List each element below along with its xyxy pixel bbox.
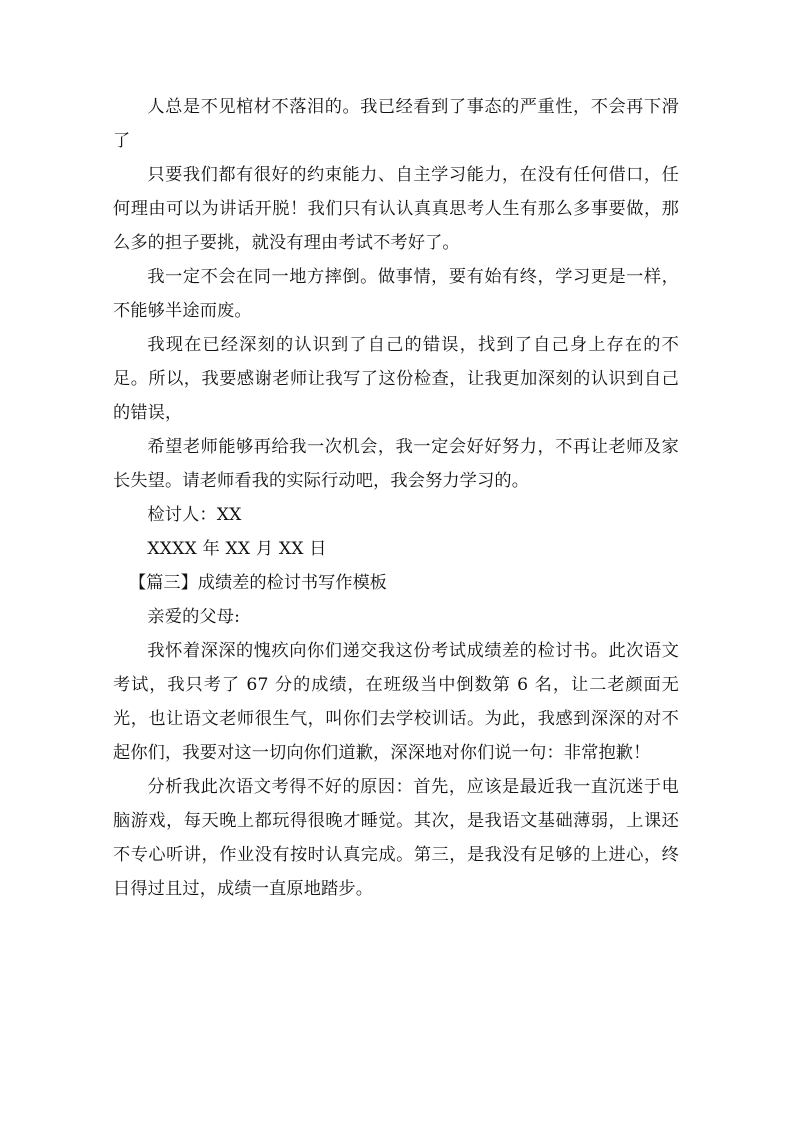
paragraph-realization: 我现在已经深刻的认识到了自己的错误，找到了自己身上存在的不足。所以，我要感谢老师让我写了这份检查，让我更加深刻的认识到自己的错误，: [113, 335, 679, 423]
signature-line: 检讨人：XX: [147, 505, 242, 525]
paragraph-request: 希望老师能够再给我一次机会，我一定会好好努力，不再让老师及家长失望。请老师看我的实际行动吧，我会努力学习的。: [113, 437, 679, 491]
paragraph-self-discipline: 只要我们都有很好的约束能力、自主学习能力，在没有任何借口，任何理由可以为讲话开脱！我们只有认认真真思考人生有那么多事要做，那么多的担子要挑，就没有理由考试不考好了。: [113, 165, 679, 253]
section-heading: 【篇三】成绩差的检讨书写作模板: [129, 573, 387, 593]
salutation: 亲爱的父母:: [147, 607, 241, 627]
date-line: XXXX 年 XX 月 XX 日: [147, 539, 327, 559]
paragraph-conclusion: 人总是不见棺材不落泪的。我已经看到了事态的严重性，不会再下滑了: [113, 97, 679, 151]
paragraph-apology: 我怀着深深的愧疚向你们递交我这份考试成绩差的检讨书。此次语文考试，我只考了 67 分的成绩，在班级当中倒数第 6 名，让二老颜面无光，也让语文老师很生气，叫你们去学校训话。为此，我感到深深的对不起你们，我要对这一切向你们道歉，深深地对你们说一句：非常抱歉！: [113, 641, 679, 763]
paragraph-analysis: 分析我此次语文考得不好的原因：首先，应该是最近我一直沉迷于电脑游戏，每天晚上都玩得很晚才睡觉。其次，是我语文基础薄弱，上课还不专心听讲，作业没有按时认真完成。第三，是我没有足够的上进心，终日得过且过，成绩一直原地踏步。: [113, 777, 679, 899]
document-body: [113, 90, 679, 906]
paragraph-persistence: 我一定不会在同一地方摔倒。做事情，要有始有终，学习更是一样，不能够半途而废。: [113, 267, 679, 321]
